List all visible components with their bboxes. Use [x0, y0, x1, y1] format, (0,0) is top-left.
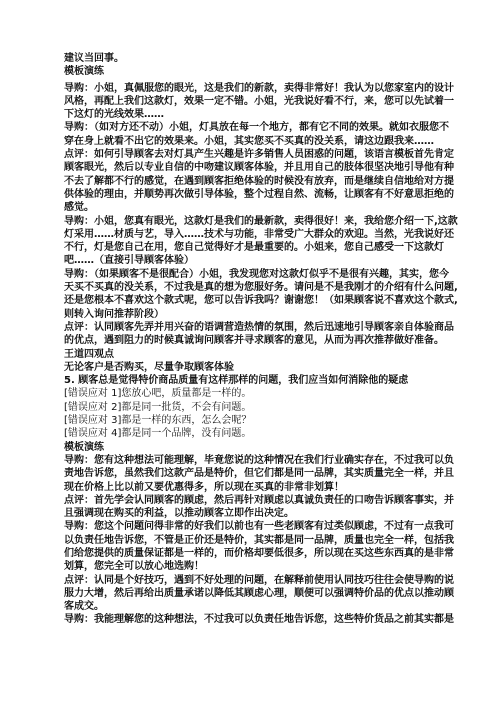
text-line: 的优点，遇到阻力的时候真诚询问顾客并寻求顾客的意见，从而为再次推荐做好准备。: [64, 335, 444, 347]
text-line: 点评：认同是个好技巧，遇到不好处理的问题，在解释前使用认同技巧往往会使导购的说: [64, 574, 454, 586]
text-line: 灯采用……材质与艺，导入……技术与功能，非常受广大群众的欢迎。当然，光我说好还: [64, 228, 454, 240]
text-line: 建议当回事。: [64, 53, 124, 64]
text-line: 模板演练: [64, 66, 104, 78]
text-line: 不行，灯是您自己在用，您自己觉得好才是最重要的。小姐来，您自己感受一下这款灯: [64, 242, 444, 254]
text-line: 点评：如何引导顾客去对灯具产生兴趣是许多销售人员困惑的问题，该语言模板首先肯定: [64, 149, 454, 161]
text-line: 王道四观点: [64, 348, 114, 360]
text-line: 现在价格上比以前又要优惠得多，所以现在买真的非常非划算！: [64, 481, 344, 493]
document-body: [64, 52, 458, 627]
text-line: 供体验的理由，并顺势再次做引导体验，整个过程自然、流畅，让顾客有不好意思拒绝的: [64, 188, 454, 200]
text-line: [错误应对 1]您放心吧，质量都是一样的。: [64, 388, 252, 400]
text-line: 顾客眼光，然后以专业自信的中吻建议顾客体验，并且用自己的肢体很坚决地引导他有种: [64, 162, 454, 174]
text-line: 以负责任地告诉您，不管是正价还是特价，其实都是同一品牌，质量也完全一样，包括我: [64, 534, 454, 546]
text-line: 风格，再配上我们这款灯，效果一定不错。小姐，光我说好看不行，来，您可以先试着一: [64, 95, 454, 107]
text-line: 且强调现在购买的利益，以推动顾客立即作出决定。: [64, 508, 294, 520]
text-line: 导购：小姐，您真有眼光，这款灯是我们的最新款，卖得很好！来，我给您介绍一下,这款: [64, 215, 458, 227]
text-line: [错误应对 3]都是一样的东西，怎么会呢？: [64, 415, 252, 427]
text-line: 责地告诉您，虽然我们这款产品是特价，但它们都是同一品牌，其实质量完全一样，并且: [64, 468, 454, 480]
text-line: 导购：（如对方还不动）小姐，灯具放在每一个地方，都有它不同的效果。就如衣服您不: [64, 122, 449, 134]
text-line: 导购：小姐，真佩服您的眼光，这是我们的新款，卖得非常好！我认为以您家室内的设计: [64, 82, 454, 94]
text-line: [错误应对 4]都是同一个品牌，没有问题。: [64, 428, 252, 440]
text-line: 天买不买真的没关系，不过我是真的想为您服好务。请问是不是我刚才的介绍有什么问题,: [64, 282, 458, 294]
text-line: 感觉。: [64, 202, 94, 214]
text-line: [错误应对 2]都是同一批货，不会有问题。: [64, 401, 252, 413]
text-line: 还是您根本不喜欢这个款式呢，您可以告诉我吗？谢谢您！（如果顾客说不喜欢这个款式,: [64, 295, 458, 307]
text-line: 服力大增，然后再给出质量承诺以降低其顾虑心理，顺便可以强调特价品的优点以推动顾: [64, 587, 454, 599]
text-line: 不去了解都不行的感觉，在遇到顾客拒绝体验的时候没有放弃，而是继续自信地给对方提: [64, 175, 454, 187]
text-line: 点评：首先学会认同顾客的顾虑，然后再针对顾虑以真诚负责任的口吻告诉顾客事实，并: [64, 494, 454, 506]
text-line: 吧……（直接引导顾客体验）: [64, 255, 194, 267]
text-line: 下这灯的光线效果……: [64, 109, 164, 121]
text-line: 划算，您完全可以放心地选购！: [64, 561, 204, 573]
text-line: 5. 顾客总是觉得特价商品质量有这样那样的问题，我们应当如何消除他的疑虑: [64, 375, 409, 387]
text-line: 导购：我能理解您的这种想法，不过我可以负责任地告诉您，这些特价货品之前其实都是: [64, 614, 454, 626]
text-line: 穿在身上就看不出它的效果来。小姐，其实您买不买真的没关系，请这边跟我来……: [64, 135, 434, 147]
text-line: 点评：认同顾客先弄并用兴奋的语调营造热情的氛围，然后迅速地引导顾客亲自体验商品: [64, 321, 454, 333]
text-line: 则转入询问推荐阶段）: [64, 308, 164, 320]
text-line: 客成交。: [64, 601, 104, 613]
text-line: 们给您提供的质量保证都是一样的，而价格却要低很多，所以现在买这些东西真的是非常: [64, 547, 454, 559]
text-line: 导购：您有这种想法可能理解，毕竟您说的这种情况在我们行业确实存在，不过我可以负: [64, 454, 454, 466]
text-line: 导购：（如果顾客不是很配合）小姐，我发现您对这款灯似乎不是很有兴趣，其实，您今: [64, 268, 449, 280]
text-line: 无论客户是否购买，尽量争取顾客体验: [64, 361, 234, 373]
text-line: 导购：您这个问题问得非常的好我们以前也有一些老顾客有过类似顾虑，不过有一点我可: [64, 521, 454, 533]
text-line: 模板演练: [64, 441, 104, 453]
